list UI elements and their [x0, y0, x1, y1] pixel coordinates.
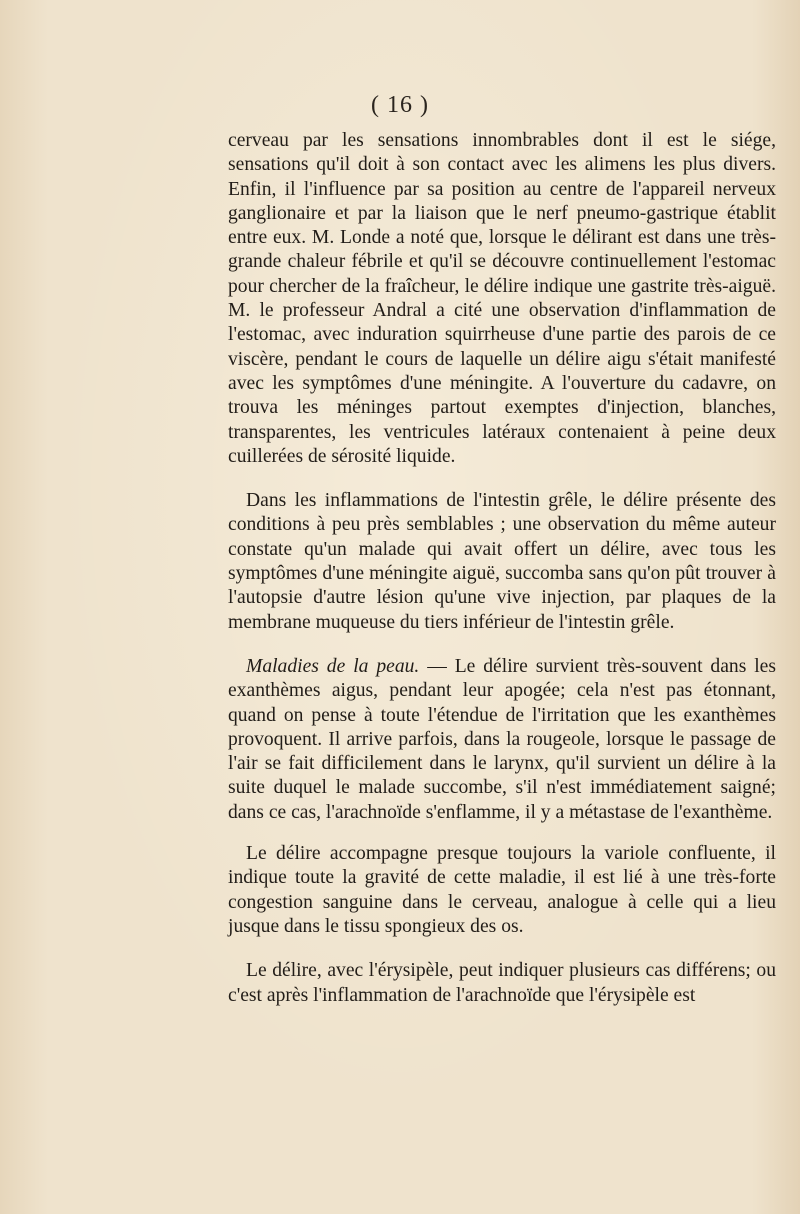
paragraph-erysipele: Le délire, avec l'érysipèle, peut indiquer plusieurs cas différens; ou c'est après l'inflammation de l'arachnoïde que l'érysipèle est — [228, 960, 776, 1006]
paragraph-variole: Le délire accompagne presque toujours la variole confluente, il indique toute la gravité de cette maladie, il est lié à une très-forte congestion sanguine dans le cerveau, analogue à celle qui a lieu jusque dans le tissu spongieux des os. — [228, 843, 776, 937]
page-number: ( 16 ) — [371, 92, 429, 118]
paragraph-continued: cerveau par les sensations innombrables dont il est le siége, sensations qu'il doit à son contact avec les alimens les plus divers. Enfin, il l'influence par sa position au centre de l'appareil nerveux ganglionaire et par la liaison que le nerf pneumo-gastrique établit entre eux. M. Londe a noté que, lorsque le délirant est dans une très-grande chaleur fébrile et qu'il se découvre continuellement l'estomac pour chercher de la fraîcheur, le délire indique une gastrite très-aiguë. M. le professeur Andral a cité une observation d'inflammation de l'estomac, avec induration squirrheuse d'une partie des parois de ce viscère, pendant le cours de laquelle un délire aigu s'était manifesté avec les symptômes d'une méningite. A l'ouverture du cadavre, on trouva les méninges partout exemptes d'injection, blanches, transparentes, les ventricules latéraux contenaient à peine deux cuillerées de sérosité liquide. — [228, 130, 776, 467]
section-heading: Maladies de la peau. — [246, 655, 420, 677]
body-text — [228, 129, 776, 1008]
paragraph-maladies-peau — [228, 655, 776, 825]
paragraph-text: — Le délire survient très-souvent dans les exanthèmes aigus, pendant leur apogée; cela n'est pas étonnant, quand on pense à toute l'étendue de l'irritation que les exanthèmes provoquent. Il arrive parfois, dans la rougeole, lorsque le passage de l'air se fait difficilement dans le larynx, qu'il survient un délire à la suite duquel le malade succombe, s'il n'est immédiatement saigné; dans ce cas, l'arachnoïde s'enflamme, il y a métastase de l'exanthème. — [228, 655, 776, 823]
paragraph-intestin: Dans les inflammations de l'intestin grêle, le délire présente des conditions à peu près semblables ; une observation du même auteur constate qu'un malade qui avait offert un délire, avec tous les symptômes d'une méningite aiguë, succomba sans qu'on pût trouver à l'autopsie d'autre lésion qu'une vive injection, par plaques de la membrane muqueuse du tiers inférieur de l'intestin grêle. — [228, 490, 776, 633]
